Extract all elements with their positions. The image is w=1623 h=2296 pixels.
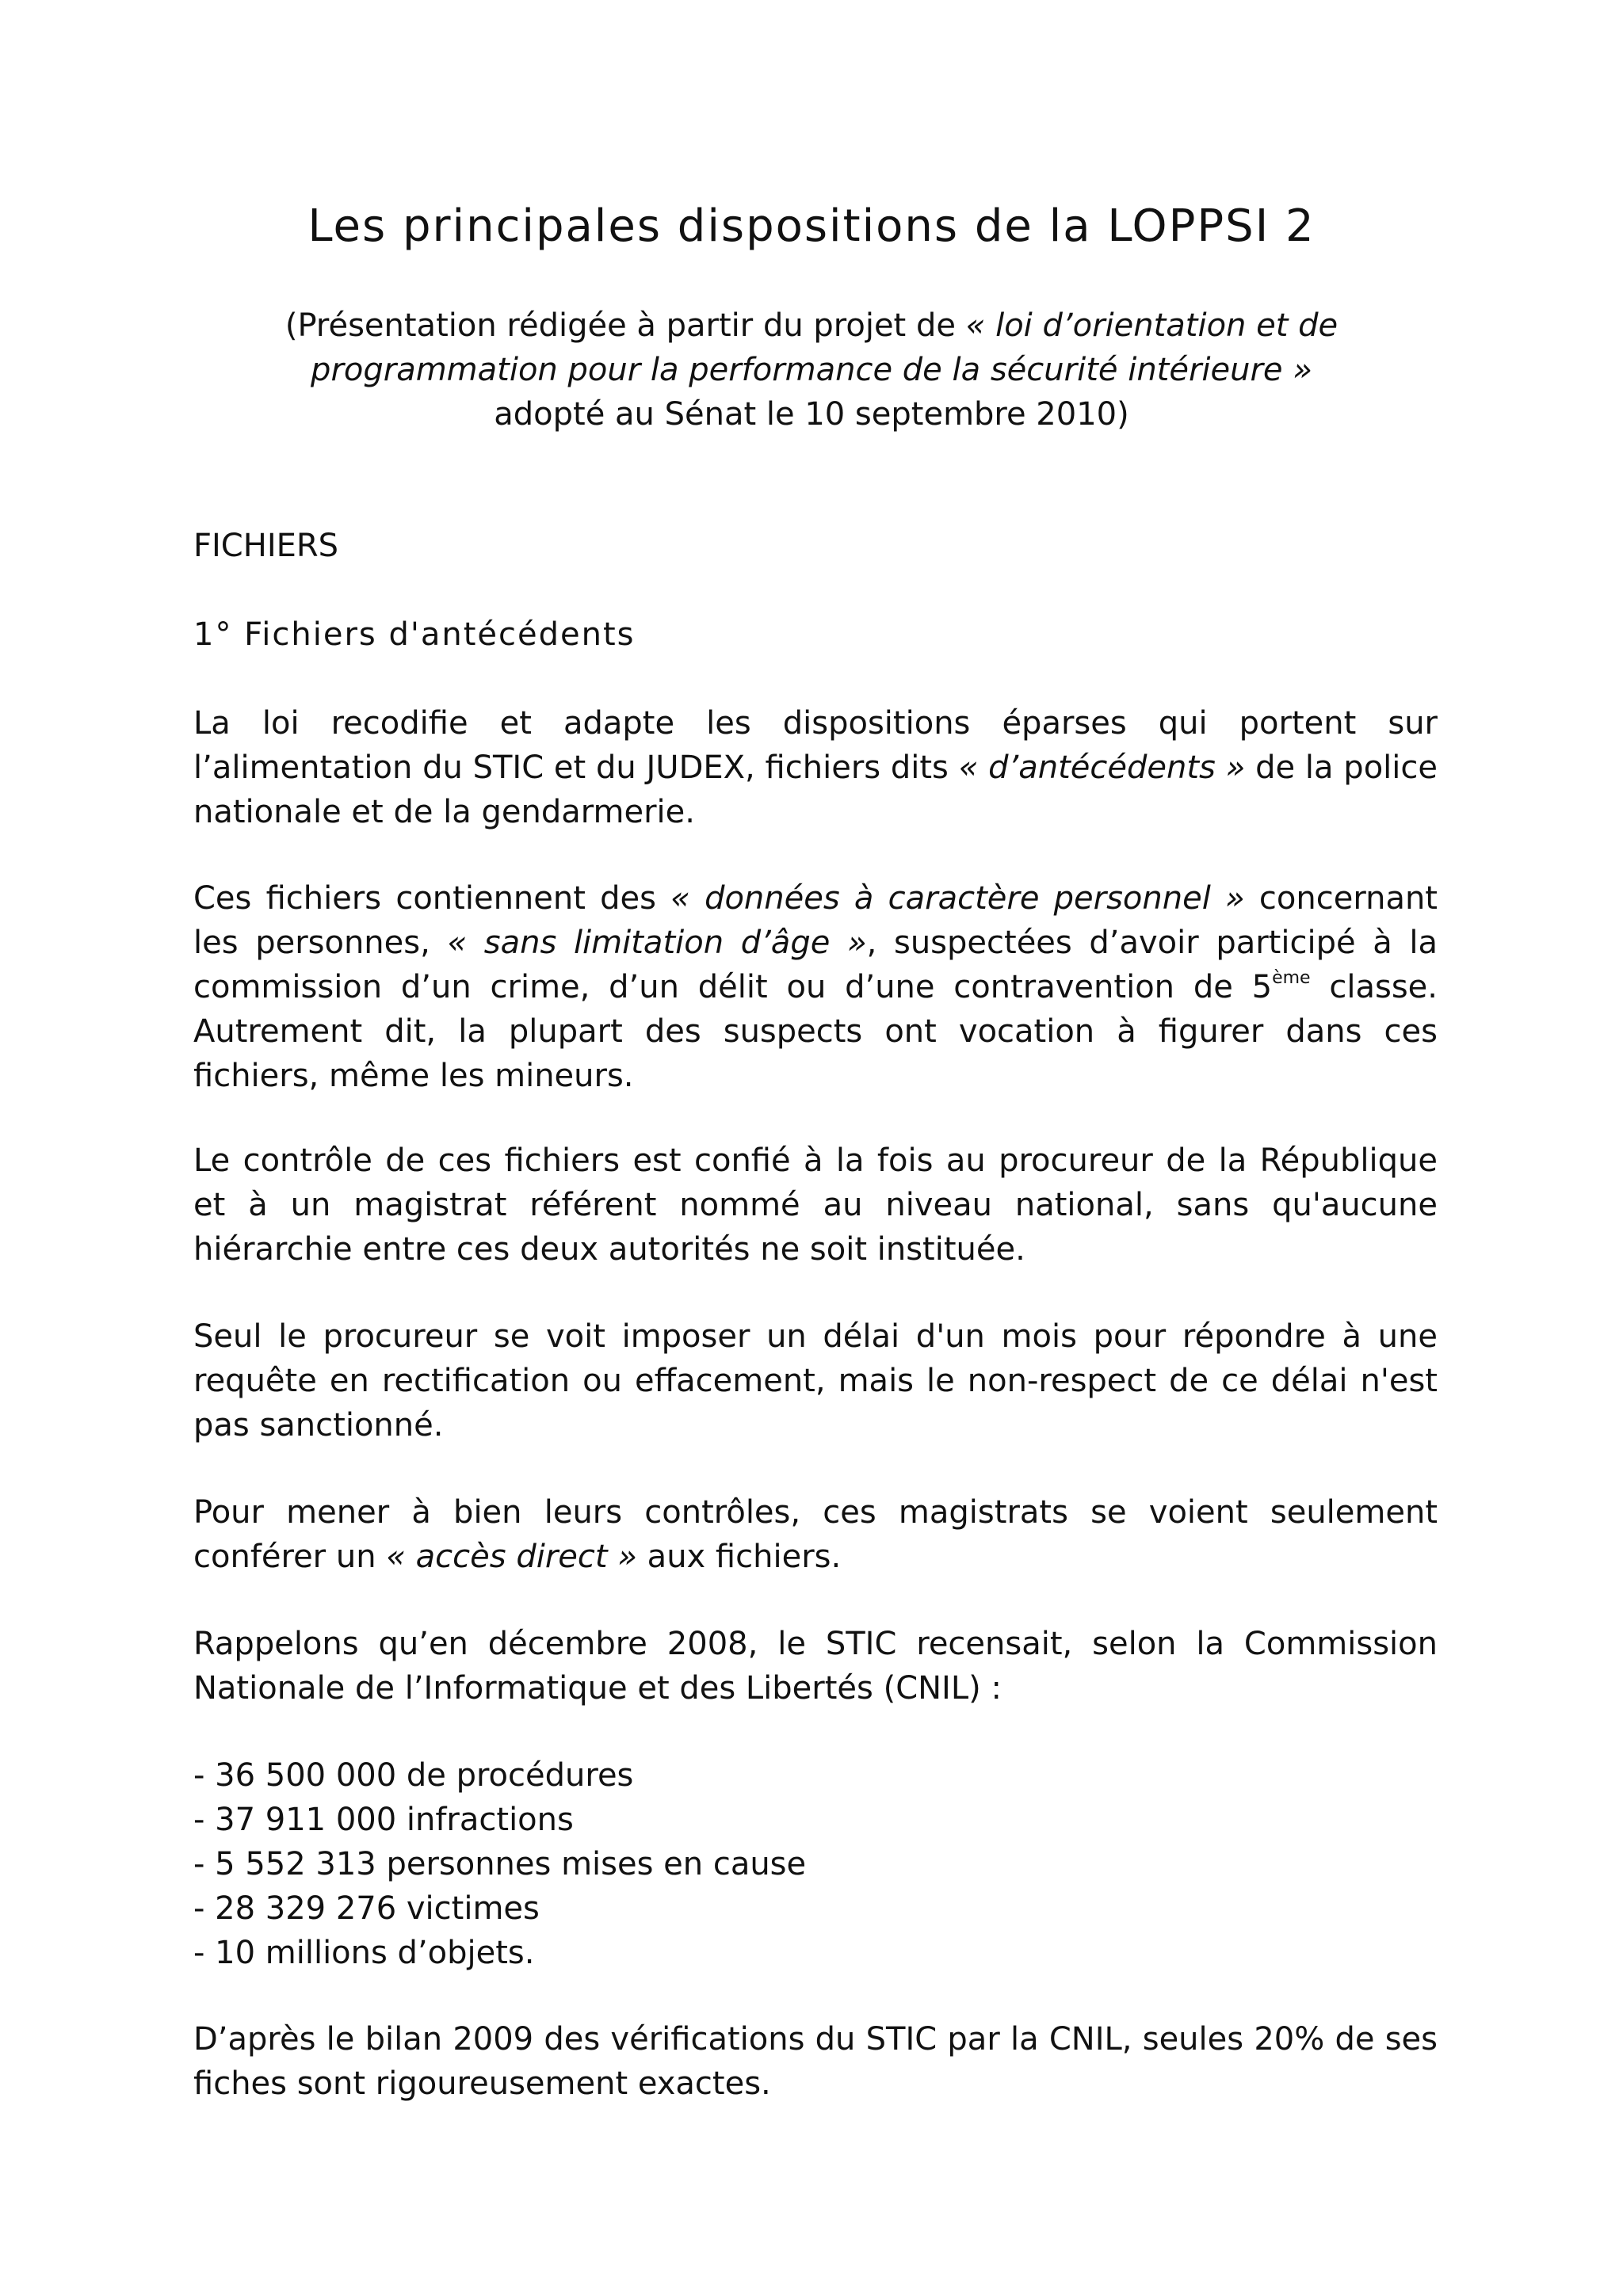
paragraph-italic: « accès direct » (386, 1539, 637, 1575)
list-item: - 36 500 000 de procédures (193, 1757, 634, 1794)
paragraph-7: D’après le bilan 2009 des vérifications du STIC par la CNIL, seules 20% de ses fiches sont rigoureusement exactes. (193, 2021, 1438, 2102)
ordinal-superscript: ème (1272, 968, 1311, 988)
subtitle-law-name-italic: « loi d’orientation et de (965, 307, 1338, 344)
paragraph-5 (193, 1490, 1438, 1579)
list-item: - 5 552 313 personnes mises en cause (193, 1846, 807, 1882)
document-title: Les principales dispositions de la LOPPSI 2 (307, 200, 1316, 252)
paragraph-text: concernant les personnes, (193, 880, 1438, 961)
paragraph-text: Pour mener à bien leurs contrôles, ces magistrats se voient seulement conférer un (193, 1494, 1438, 1575)
subsection-heading: 1° Fichiers d'antécédents (193, 616, 636, 653)
list-item: - 28 329 276 victimes (193, 1890, 540, 1927)
subtitle-line-3: adopté au Sénat le 10 septembre 2010) (494, 396, 1129, 433)
paragraph-2 (193, 876, 1438, 1098)
section-heading: FICHIERS (193, 528, 339, 564)
paragraph-text: , suspectées d’avoir participé à la commission d’un crime, d’un délit ou d’une contravention de 5 (193, 925, 1438, 1005)
paragraph-6: Rappelons qu’en décembre 2008, le STIC recensait, selon la Commission Nationale de l’Informatique et des Libertés (CNIL) : (193, 1626, 1438, 1707)
paragraph-text: La loi recodifie et adapte les dispositions éparses qui portent sur l’alimentation du STIC et du JUDEX, fichiers dits (193, 705, 1438, 786)
paragraph-text: aux fichiers. (636, 1539, 842, 1575)
document-subtitle (193, 303, 1430, 437)
list-item: - 10 millions d’objets. (193, 1935, 535, 1971)
paragraph-italic: « d’antécédents » (958, 749, 1246, 786)
subtitle-law-name-italic-cont: programmation pour la performance de la sécurité intérieure » (311, 352, 1312, 388)
paragraph-text: Ces fichiers contiennent des (193, 880, 671, 917)
subtitle-text: (Présentation rédigée à partir du projet de (285, 307, 966, 344)
paragraph-4: Seul le procureur se voit imposer un délai d'un mois pour répondre à une requête en rectification ou effacement, mais le non-respect de ce délai n'est pas sanctionné. (193, 1318, 1438, 1444)
paragraph-text: classe. Autrement dit, la plupart des suspects ont vocation à figurer dans ces fichiers, même les mineurs. (193, 969, 1438, 1094)
paragraph-1 (193, 701, 1438, 834)
subtitle-line-1 (193, 303, 1430, 348)
paragraph-3: Le contrôle de ces fichiers est confié à la fois au procureur de la République et à un magistrat référent nommé au niveau national, sans qu'aucune hiérarchie entre ces deux autorités ne soit instituée. (193, 1142, 1438, 1268)
paragraph-italic: « données à caractère personnel » (670, 880, 1245, 917)
list-item: - 37 911 000 infractions (193, 1802, 574, 1838)
paragraph-text: de la police nationale et de la gendarmerie. (193, 749, 1438, 830)
paragraph-italic: « sans limitation d’âge » (447, 925, 867, 961)
subtitle-line-2 (193, 348, 1430, 392)
statistics-list (193, 1753, 1144, 1975)
